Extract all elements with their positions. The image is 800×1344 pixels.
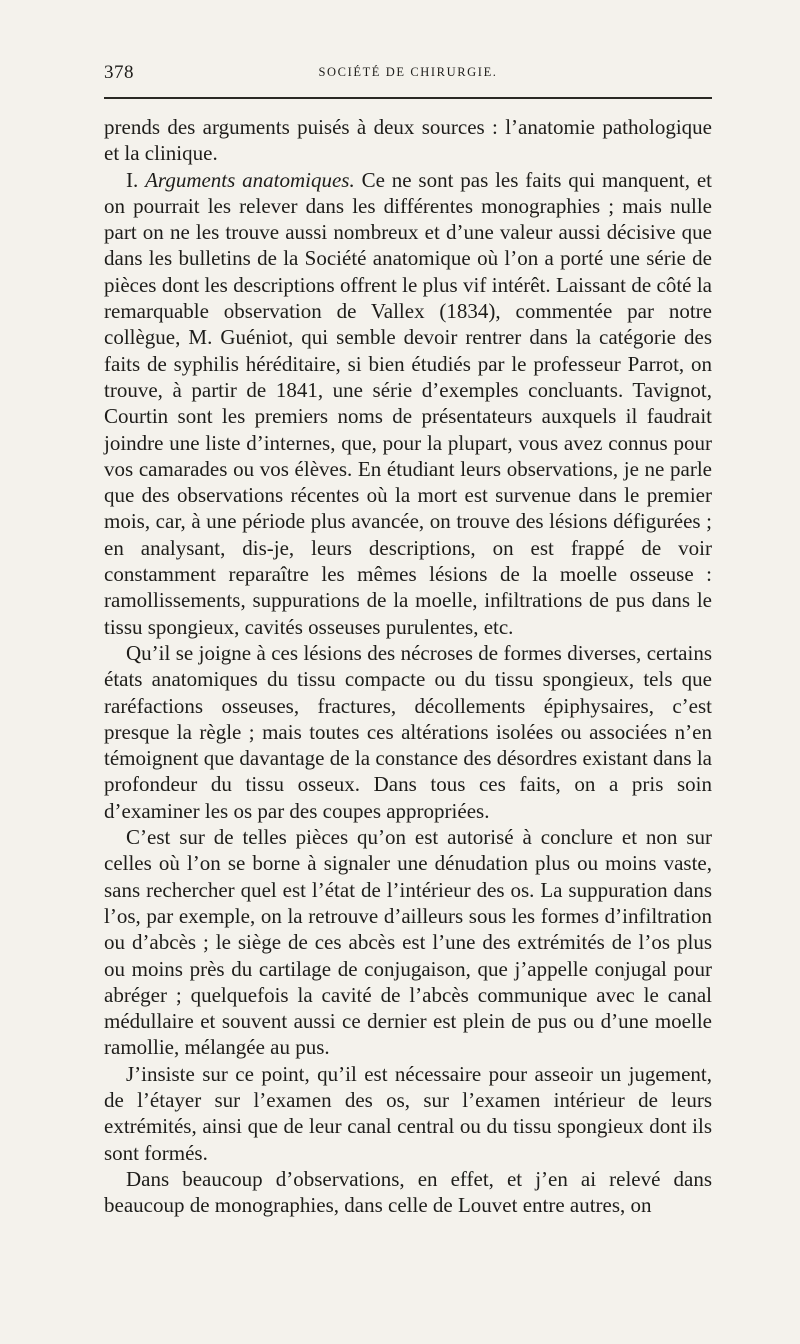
paragraph-text: prends des arguments puisés à deux sources : l’anatomie pathologique et la clinique. — [104, 115, 712, 166]
body-text — [104, 114, 712, 1218]
running-title: SOCIÉTÉ DE CHIRURGIE. — [318, 65, 498, 79]
paragraph-text: Ce ne sont pas les faits qui manquent, et on pourrait les relever dans les différentes monographies ; mais nulle part on ne les trouve aussi nombreux et d’une valeur aussi décisive que dans les bulletins de la Société anatomique où l’on a porté une série de pièces dont les descriptions offrent le plus vif intérêt. Laissant de côté la remarquable observation de Vallex (1834), commentée par notre collègue, M. Guéniot, qui semble devoir rentrer dans la catégorie des faits de syphilis héréditaire, si bien étudiés par le professeur Parrot, on trouve, à partir de 1841, une série d’exemples concluants. Tavignot, Courtin sont les premiers noms de présentateurs auxquels il faudrait joindre une liste d’internes, que, pour la plupart, vous avez connus pour vos camarades ou vos élèves. En étudiant leurs observations, je ne parle que des observations récentes où la mort est survenue dans le premier mois, car, à une période plus avancée, on trouve des lésions défigurées ; en analysant, dis-je, leurs descriptions, on est frappé de voir constamment reparaître les mêmes lésions de la moelle osseuse : ramollissements, suppurations de la moelle, infiltrations de pus dans le tissu spongieux, cavités osseuses purulentes, etc. — [104, 167, 712, 639]
paragraph — [104, 824, 712, 1061]
section-heading: Arguments anatomiques. — [145, 167, 355, 192]
paragraph-text: Dans beaucoup d’observations, en effet, et j’en ai relevé dans beaucoup de monographies, dans celle de Louvet entre autres, on — [104, 1166, 712, 1218]
header-rule — [104, 97, 712, 99]
section-number: I. — [126, 167, 146, 192]
paragraph-text: J’insiste sur ce point, qu’il est nécessaire pour asseoir un jugement, de l’étayer sur l’examen des os, sur l’examen intérieur de leurs extrémités, ainsi que de leur canal central ou du tissu spongieux dont ils sont formés. — [104, 1061, 712, 1165]
paragraph-text: C’est sur de telles pièces qu’on est autorisé à conclure et non sur celles où l’on se borne à signaler une dénudation plus ou moins vaste, sans rechercher quel est l’état de l’intérieur des os. La suppuration dans l’os, par exemple, on la retrouve d’ailleurs sous les formes d’infiltration ou d’abcès ; le siège de ces abcès est l’une des extrémités de l’os plus ou moins près du cartilage de conjugaison, que j’appelle conjugal pour abréger ; quelquefois la cavité de l’abcès communique avec le canal médullaire et souvent aussi ce dernier est plein de pus ou d’une moelle ramollie, mélangée au pus. — [104, 825, 712, 1060]
page-header — [104, 60, 712, 88]
page-number: 378 — [104, 62, 134, 83]
paragraph — [104, 1061, 712, 1166]
paragraph-text: Qu’il se joigne à ces lésions des nécroses de formes diverses, certains états anatomiques du tissu compacte ou du tissu spongieux, tels que raréfactions osseuses, fractures, décollements épiphysaires, c’est presque la règle ; mais toutes ces altérations isolées ou associées n’en témoignent que davantage de la constance des désordres existant dans la profondeur du tissu osseux. Dans tous ces faits, on a pris soin d’examiner les os par des coupes appropriées. — [104, 640, 712, 823]
paragraph — [104, 640, 712, 824]
paragraph — [104, 1166, 712, 1219]
paragraph-arguments — [104, 167, 712, 640]
paragraph-continuation — [104, 114, 712, 167]
